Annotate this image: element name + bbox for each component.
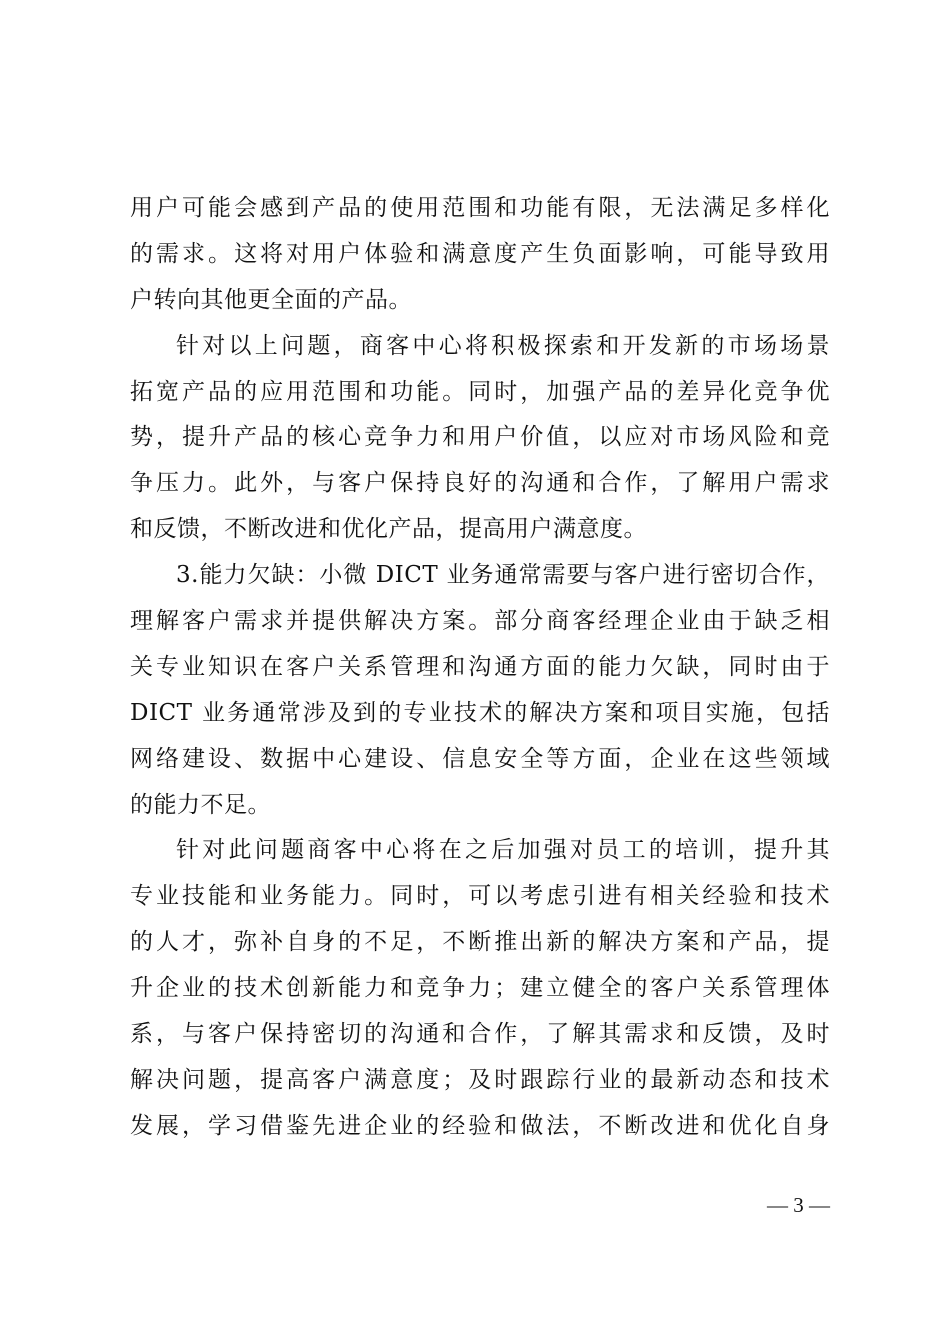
text-line: 势，提升产品的核心竞争力和用户价值，以应对市场风险和竞: [130, 424, 830, 451]
text-line: 专业技能和业务能力。同时，可以考虑引进有相关经验和技术: [130, 883, 830, 910]
text-line: 针对以上问题，商客中心将积极探索和开发新的市场场景: [176, 332, 830, 359]
text-line: 和反馈，不断改进和优化产品，提高用户满意度。: [130, 516, 647, 543]
paragraph-1: [130, 186, 830, 324]
text-line: DICT 业务通常涉及到的专业技术的解决方案和项目实施，包括: [130, 699, 830, 726]
body-text: [130, 186, 830, 1150]
text-line: 关专业知识在客户关系管理和沟通方面的能力欠缺，同时由于: [130, 653, 830, 680]
text-line: 针对此问题商客中心将在之后加强对员工的培训，提升其: [176, 837, 830, 864]
text-line: 户转向其他更全面的产品。: [130, 286, 412, 313]
text-line: 拓宽产品的应用范围和功能。同时，加强产品的差异化竞争优: [130, 378, 830, 405]
text-line: 理解客户需求并提供解决方案。部分商客经理企业由于缺乏相: [130, 608, 830, 635]
paragraph-2: [130, 324, 830, 553]
paragraph-4: [130, 828, 830, 1149]
text-line: 发展，学习借鉴先进企业的经验和做法，不断改进和优化自身: [130, 1112, 830, 1139]
text-line: 系，与客户保持密切的沟通和合作，了解其需求和反馈，及时: [130, 1021, 830, 1048]
text-line: 3.能力欠缺：小微 DICT 业务通常需要与客户进行密切合作，: [176, 562, 830, 589]
text-line: 的人才，弥补自身的不足，不断推出新的解决方案和产品，提: [130, 929, 830, 956]
text-line: 的能力不足。: [130, 791, 271, 818]
text-line: 网络建设、数据中心建设、信息安全等方面，企业在这些领域: [130, 745, 830, 772]
text-line: 用户可能会感到产品的使用范围和功能有限，无法满足多样化: [130, 195, 830, 221]
paragraph-3: [130, 553, 830, 828]
page-number: — 3 —: [767, 1193, 830, 1217]
text-line: 升企业的技术创新能力和竞争力；建立健全的客户关系管理体: [130, 975, 830, 1002]
text-line: 争压力。此外，与客户保持良好的沟通和合作，了解用户需求: [130, 470, 830, 497]
text-line: 的需求。这将对用户体验和满意度产生负面影响，可能导致用: [130, 240, 830, 267]
text-line: 解决问题，提高客户满意度；及时跟踪行业的最新动态和技术: [130, 1066, 830, 1093]
